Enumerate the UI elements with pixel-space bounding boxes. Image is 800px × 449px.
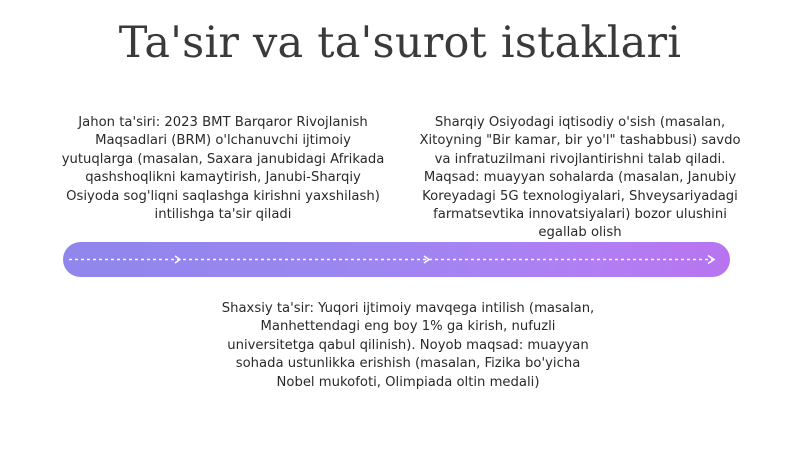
personal-impact-text: Shaxsiy ta'sir: Yuqori ijtimoiy mavqega intilish (masalan, Manhettendagi eng boy 1% ga kirish, nufuzli universitetga qabul qilinish). Noyob maqsad: muayyan sohada ustunlikka erishish (masalan, Fizika bo'yicha Nobel mukofoti, Olimpiada oltin medali) — [221, 301, 595, 390]
page-title: Ta'sir va ta'surot istaklari — [118, 18, 682, 68]
regional-impact-text: Sharqiy Osiyodagi iqtisodiy o'sish (masalan, Xitoyning "Bir kamar, bir yo'l" tashabbusi) savdo va infratuzilmani rivojlantirishni talab qiladi. Maqsad: muayyan sohalarda (masalan, Janubiy Koreyadagi 5G texnologiyalari, Shveysariyadagi farmatsevtika innovatsiyalari) bozor ulushini egallab olish — [419, 115, 741, 241]
timeline-bar — [63, 242, 730, 277]
dashed-arrow-icon — [63, 242, 730, 277]
global-impact-text: Jahon ta'siri: 2023 BMT Barqaror Rivojlanish Maqsadlari (BRM) o'lchanuvchi ijtimoiy yutuqlarga (masalan, Saxara janubidagi Afrikada qashshoqlikni kamaytirish, Janubi-Sharqiy Osiyoda sog'liqni saqlashga kirishni yaxshilash) intilishga ta'sir qiladi — [61, 115, 385, 223]
